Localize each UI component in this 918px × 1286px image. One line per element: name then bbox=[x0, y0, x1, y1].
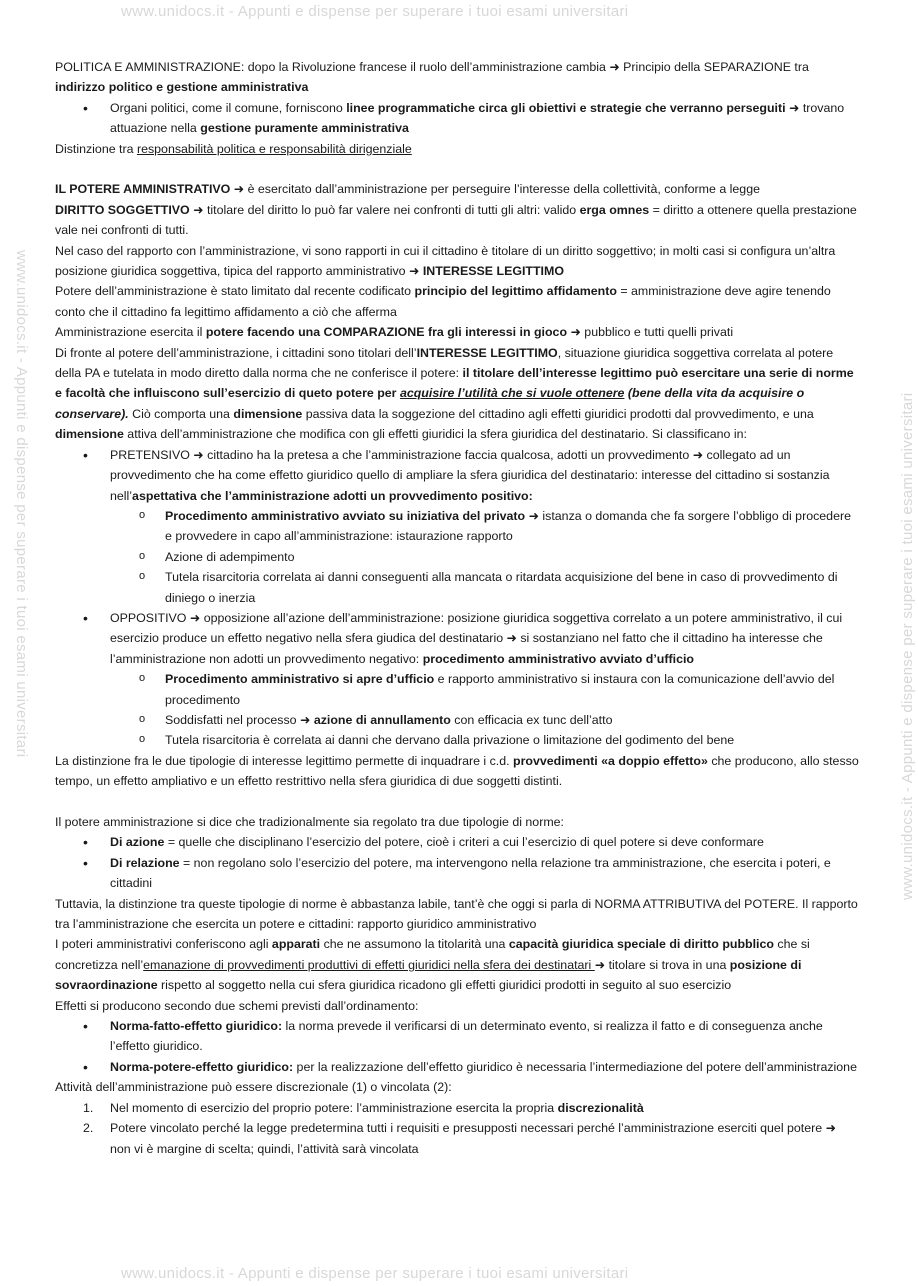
paragraph-interesse-legittimo: Di fronte al potere dell’amministrazione, i cittadini sono titolari dell’INTERESSE LEGITTIMO, situazione giuridica soggettiva correlata al potere della PA e tutelata in modo diretto dalla norma che ne conferisce il potere: il titolare dell’interesse legittimo può esercitare una serie di norme e facoltà che influiscono sull’esercizio di queto potere per acquisire l’utilità che si vuole ottenere (bene della vita da acquisire o conservare). Ciò comporta una dimensione passiva data la soggezione del cittadino agli effetti giuridici prodotti dal provvedimento, e una dimensione attiva dell’amministrazione che modifica con gli effetti giuridici la sfera giuridica del destinatario. Si classificano in: bbox=[55, 345, 854, 442]
paragraph-politica-amministrazione: POLITICA E AMMINISTRAZIONE: dopo la Rivoluzione francese il ruolo dell’amministrazione cambia ➜ Principio della SEPARAZIONE tra indirizzo politico e gestione amministrativa bbox=[55, 60, 809, 95]
list-item: • Norma-fatto-effetto giuridico: la norma prevede il verificarsi di un determinato evento, si realizza il fatto e di conseguenza anche l’effetto giuridico. bbox=[55, 1016, 860, 1057]
bullet-list-norme bbox=[55, 832, 860, 893]
sub-list-item: o Procedimento amministrativo si apre d’ufficio e rapporto amministrativo si instaura con la comunicazione dell’avvio del procedimento bbox=[55, 669, 860, 710]
paragraph-norma-attributiva: Tuttavia, la distinzione tra queste tipologie di norme è abbastanza labile, tant’è che oggi si parla di NORMA ATTRIBUTIVA del POTERE. Il rapporto tra l’amministrazione che esercita un potere e cittadini: rapporto giuridico amministrativo bbox=[55, 896, 858, 932]
paragraph-rapporto: Nel caso del rapporto con l’amministrazione, vi sono rapporti in cui il cittadino è titolare di un diritto soggettivo; in molti casi si configura un’altra posizione giuridica soggettiva, tipica del rapporto amministrativo ➜ INTERESSE LEGITTIMO bbox=[55, 243, 836, 279]
paragraph-distinzione: Distinzione tra responsabilità politica e responsabilità dirigenziale bbox=[55, 141, 412, 156]
list-item: • Norma-potere-effetto giuridico: per la realizzazione dell’effetto giuridico è necessaria l’intermediazione del potere dell’amministrazione bbox=[55, 1057, 860, 1077]
paragraph-diritto-soggettivo: DIRITTO SOGGETTIVO ➜ titolare del diritto lo può far valere nei confronti di tutti gli altri: valido erga omnes = diritto a ottenere quella prestazione vale nei confronti di tutti. bbox=[55, 202, 857, 238]
list-item-oppositivo: • OPPOSITIVO ➜ opposizione all’azione dell’amministrazione: posizione giuridica soggettiva correlato a un potere amministrativo, il cui esercizio produce un effetto negativo nella sfera giudica del destinatario ➜ si sostanziano nel fatto che il cittadino ha interesse che l’amministrazione non adotti un provvedimento negativo: procedimento amministrativo avviato d’ufficio bbox=[55, 608, 860, 669]
paragraph-effetti: Effetti si producono secondo due schemi previsti dall’ordinamento: bbox=[55, 998, 419, 1013]
watermark-left: www.unidocs.it - Appunti e dispense per superare i tuoi esami universitari bbox=[13, 250, 30, 758]
list-item-pretensivo: • PRETENSIVO ➜ cittadino ha la pretesa a che l’amministrazione faccia qualcosa, adotti un provvedimento ➜ collegato ad un provvedimento che ha come effetto giuridico quello di ampliare la sfera giuridica del destinatario: interesse del cittadino si sostanzia nell’aspettativa che l’amministrazione adotti un provvedimento positivo: bbox=[55, 445, 860, 506]
paragraph-poteri-amministrativi: I poteri amministrativi conferiscono agli apparati che ne assumono la titolarità una capacità giuridica speciale di diritto pubblico che si concretizza nell’emanazione di provvedimenti produttivi di effetti giuridici nella sfera dei destinatari ➜ titolare si trova in una posizione di sovraordinazione rispetto al soggetto nella cui sfera giuridica ricadono gli effetti giuridici prodotti in seguito al suo esercizio bbox=[55, 937, 810, 993]
bullet-list-schemi bbox=[55, 1016, 860, 1077]
watermark-right: www.unidocs.it - Appunti e dispense per superare i tuoi esami universitari bbox=[899, 392, 916, 900]
watermark-bottom: www.unidocs.it - Appunti e dispense per superare i tuoi esami universitari bbox=[121, 1265, 629, 1282]
list-item: 1. Nel momento di esercizio del proprio potere: l’amministrazione esercita la propria discrezionalità bbox=[83, 1100, 644, 1115]
paragraph-potere-amministrativo: IL POTERE AMMINISTRATIVO ➜ è esercitato dall’amministrazione per perseguire l’interesse della collettività, conforme a legge bbox=[55, 182, 760, 197]
sub-list-item: o Tutela risarcitoria correlata ai danni conseguenti alla mancata o ritardata acquisizione del bene in caso di provvedimento di diniego o inerzia bbox=[55, 567, 860, 608]
paragraph-doppio-effetto: La distinzione fra le due tipologie di interesse legittimo permette di inquadrare i c.d. provvedimenti «a doppio effetto» che producono, allo stesso tempo, un effetto ampliativo e un effetto restrittivo nella sfera giuridica di due soggetti distinti. bbox=[55, 753, 859, 789]
sub-list-item: o Azione di adempimento bbox=[55, 547, 860, 567]
watermark-top: www.unidocs.it - Appunti e dispense per superare i tuoi esami universitari bbox=[121, 3, 629, 20]
sub-list-item: o Soddisfatti nel processo ➜ azione di annullamento con efficacia ex tunc dell’atto bbox=[55, 710, 860, 730]
list-item: • Di relazione = non regolano solo l’esercizio del potere, ma intervengono nella relazione tra amministrazione, che esercita i poteri, e cittadini bbox=[55, 853, 860, 894]
list-item: • Organi politici, come il comune, forniscono linee programmatiche circa gli obiettivi e strategie che verranno perseguiti ➜ trovano attuazione nella gestione puramente amministrativa bbox=[55, 98, 860, 139]
sub-list-item: o Tutela risarcitoria è correlata ai danni che dervano dalla privazione o limitazione del godimento del bene bbox=[55, 730, 860, 750]
paragraph-affidamento: Potere dell’amministrazione è stato limitato dal recente codificato principio del legittimo affidamento = amministrazione deve agire tenendo conto che il cittadino fa legittimo affidamento a ciò che afferma bbox=[55, 284, 831, 319]
list-item: • Di azione = quelle che disciplinano l’esercizio del potere, cioè i criteri a cui l’esercizio di quel potere si deve conformare bbox=[55, 832, 860, 852]
paragraph-comparazione: Amministrazione esercita il potere facendo una COMPARAZIONE fra gli interessi in gioco ➜ pubblico e tutti quelli privati bbox=[55, 325, 734, 340]
list-item: 2. Potere vincolato perché la legge predetermina tutti i requisiti e presupposti necessari perché l’amministrazione eserciti quel potere ➜ non vi è margine di scelta; quindi, l’attività sarà vincolata bbox=[83, 1121, 836, 1156]
bullet-list-organi bbox=[55, 98, 860, 139]
paragraph-tipologie-norme: Il potere amministrazione si dice che tradizionalmente sia regolato tra due tipologie di norme: bbox=[55, 815, 564, 829]
document-body bbox=[55, 57, 860, 1159]
bullet-list-tipologie bbox=[55, 445, 860, 751]
paragraph-attivita: Attività dell’amministrazione può essere discrezionale (1) o vincolata (2): bbox=[55, 1080, 452, 1095]
sub-list-item: o Procedimento amministrativo avviato su iniziativa del privato ➜ istanza o domanda che fa sorgere l’obbligo di procedere e provvedere in capo all’amministrazione: istaurazione rapporto bbox=[55, 506, 860, 547]
numbered-list-attivita bbox=[55, 1098, 860, 1159]
